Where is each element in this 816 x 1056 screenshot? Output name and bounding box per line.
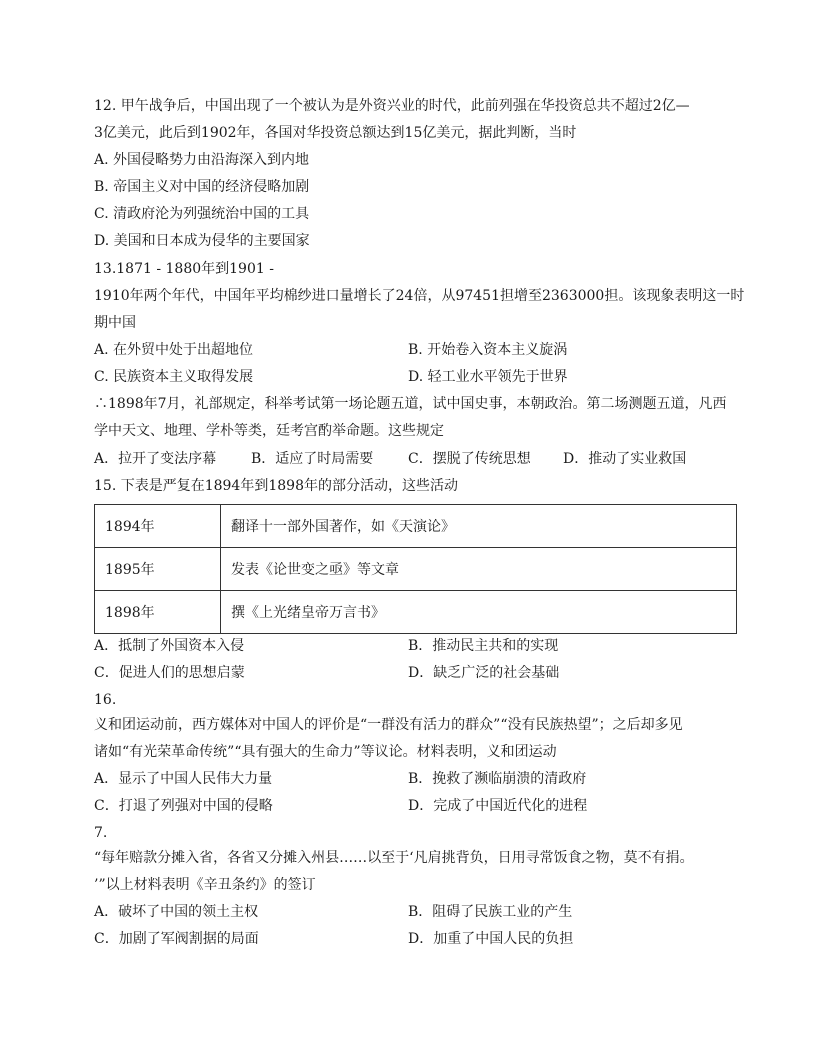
q17-number: 7.	[94, 825, 108, 841]
q12-stem-line1: 12. 甲午战争后，中国出现了一个被认为是外资兴业的时代，此前列强在华投资总共不超过2亿—	[94, 98, 690, 114]
table-row	[95, 548, 737, 591]
q15-option-c: C．促进人们的思想启蒙	[94, 665, 245, 681]
q12-option-d: D. 美国和日本成为侵华的主要国家	[94, 233, 310, 249]
q17-option-b: B．阻碍了民族工业的产生	[408, 904, 573, 920]
q16-stem-line2: 诸如“有光荣革命传统”“具有强大的生命力”等议论。材料表明，义和团运动	[94, 744, 557, 760]
table-cell-year: 1894年	[95, 505, 221, 548]
q17-stem-line2: ’”以上材料表明《辛丑条约》的签订	[94, 877, 316, 893]
q14-option-a: A．拉开了变法序幕	[94, 451, 217, 467]
q12-option-c: C. 清政府沦为列强统治中国的工具	[94, 206, 310, 222]
q15-activity-table	[94, 504, 737, 634]
q13-option-a: A. 在外贸中处于出超地位	[94, 342, 254, 358]
table-cell-activity: 撰《上光绪皇帝万言书》	[221, 591, 737, 634]
q16-option-c: C．打退了列强对中国的侵略	[94, 798, 273, 814]
q14-stem-line1: ∴1898年7月，礼部规定，科举考试第一场论题五道，试中国史事，本朝政治。第二场测题五道，凡西	[94, 396, 727, 412]
q17-stem-line1: “每年赔款分摊入省，各省又分摊入州县……以至于‘凡肩挑背负，日用寻常饭食之物，莫不有捐。	[94, 850, 694, 866]
table-cell-year: 1898年	[95, 591, 221, 634]
q13-option-b: B. 开始卷入资本主义旋涡	[408, 342, 568, 358]
q14-option-d: D．推动了实业救国	[563, 451, 687, 467]
q17-option-d: D．加重了中国人民的负担	[408, 931, 574, 947]
q12-option-b: B. 帝国主义对中国的经济侵略加剧	[94, 179, 310, 195]
q12-stem-line2: 3亿美元，此后到1902年，各国对华投资总额达到15亿美元，据此判断，当时	[94, 125, 577, 141]
table-cell-year: 1895年	[95, 548, 221, 591]
q17-option-c: C．加剧了军阀割据的局面	[94, 931, 259, 947]
q13-option-c: C. 民族资本主义取得发展	[94, 369, 254, 385]
table-row	[95, 591, 737, 634]
q15-option-a: A．抵制了外国资本入侵	[94, 638, 245, 654]
q12-option-a: A. 外国侵略势力由沿海深入到内地	[94, 152, 310, 168]
q16-option-a: A．显示了中国人民伟大力量	[94, 771, 273, 787]
q15-option-d: D．缺乏广泛的社会基础	[408, 665, 560, 681]
q14-option-c: C．摆脱了传统思想	[408, 451, 531, 467]
q15-stem: 15. 下表是严复在1894年到1898年的部分活动，这些活动	[94, 478, 458, 494]
table-cell-activity: 翻译十一部外国著作，如《天演论》	[221, 505, 737, 548]
q15-option-b: B．推动民主共和的实现	[408, 638, 559, 654]
q17-option-a: A．破坏了中国的领土主权	[94, 904, 259, 920]
q16-stem-line1: 义和团运动前，西方媒体对中国人的评价是“一群没有活力的群众”“没有民族热望”；之后却多见	[94, 717, 683, 733]
q14-stem-line2: 学中天文、地理、学朴等类，廷考宫酌举命题。这些规定	[94, 423, 444, 439]
q14-option-b: B．适应了时局需要	[251, 451, 374, 467]
q13-option-d: D. 轻工业水平领先于世界	[408, 369, 568, 385]
q16-option-b: B．挽救了濒临崩溃的清政府	[408, 771, 587, 787]
q13-stem-line1: 13.1871 - 1880年到1901 -	[94, 261, 274, 277]
table-row	[95, 505, 737, 548]
q13-stem-line3: 期中国	[94, 315, 136, 331]
table-cell-activity: 发表《论世变之亟》等文章	[221, 548, 737, 591]
q16-option-d: D．完成了中国近代化的进程	[408, 798, 588, 814]
q16-number: 16.	[94, 692, 117, 708]
q13-stem-line2: 1910年两个年代，中国年平均棉纱进口量增长了24倍，从97451担增至2363000担。该现象表明这一时	[94, 288, 745, 304]
